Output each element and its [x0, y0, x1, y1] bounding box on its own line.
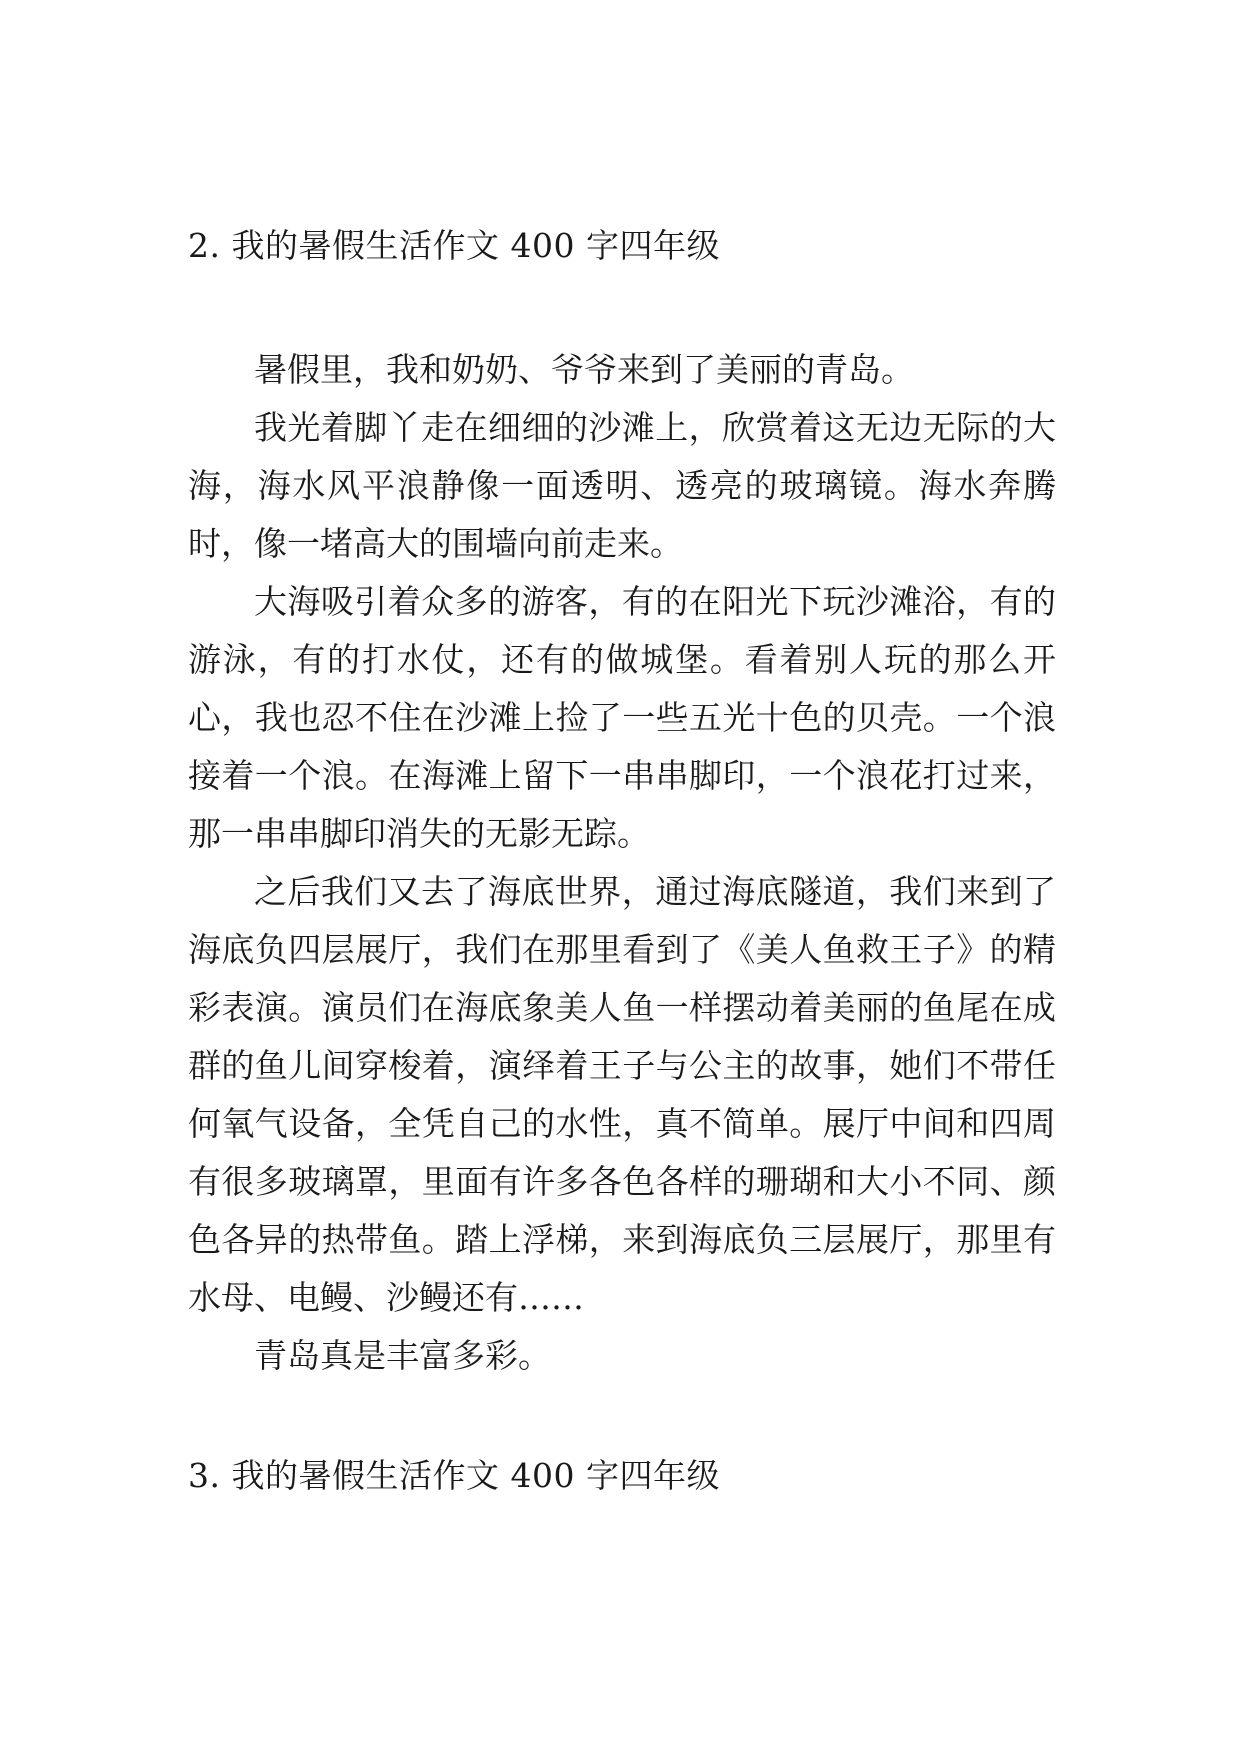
- paragraph: 我光着脚丫走在细细的沙滩上，欣赏着这无边无际的大海，海水风平浪静像一面透明、透亮的玻璃镜。海水奔腾时，像一堵高大的围墙向前走来。: [188, 408, 1056, 563]
- paragraph: 暑假里，我和奶奶、爷爷来到了美丽的青岛。: [254, 350, 914, 389]
- section-heading: 2. 我的暑假生活作文 400 字四年级: [188, 226, 720, 265]
- paragraph: 之后我们又去了海底世界，通过海底隧道，我们来到了海底负四层展厅，我们在那里看到了《美人鱼救王子》的精彩表演。演员们在海底象美人鱼一样摆动着美丽的鱼尾在成群的鱼儿间穿梭着，演绎着王子与公主的故事，她们不带任何氧气设备，全凭自己的水性，真不简单。展厅中间和四周有很多玻璃罩，里面有许多各色各样的珊瑚和大小不同、颜色各异的热带鱼。踏上浮梯，来到海底负三层展厅，那里有水母、电鳗、沙鳗还有……: [188, 872, 1056, 1317]
- paragraph: 大海吸引着众多的游客，有的在阳光下玩沙滩浴，有的游泳，有的打水仗，还有的做城堡。看着别人玩的那么开心，我也忍不住在沙滩上捡了一些五光十色的贝壳。一个浪接着一个浪。在海滩上留下一串串脚印，一个浪花打过来，那一串串脚印消失的无影无踪。: [188, 582, 1056, 853]
- paragraph: 青岛真是丰富多彩。: [254, 1336, 551, 1375]
- section-heading: 3. 我的暑假生活作文 400 字四年级: [188, 1456, 720, 1495]
- essay-body: [188, 341, 1056, 1385]
